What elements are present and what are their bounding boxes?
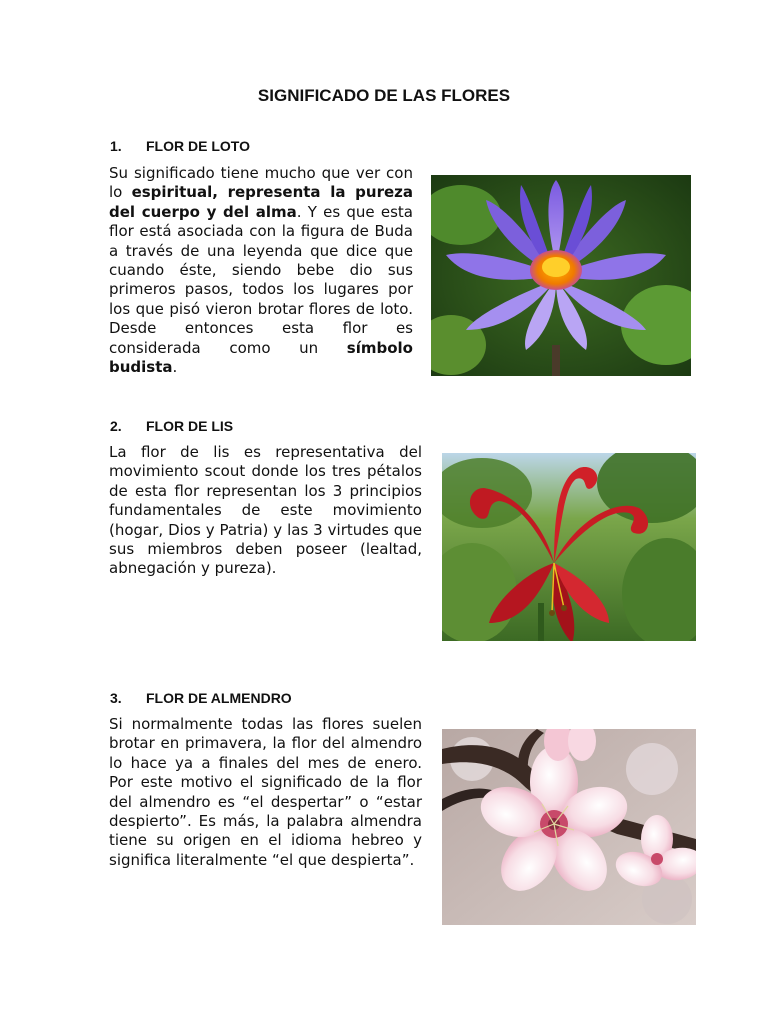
section-number: 1.	[110, 138, 122, 154]
section-heading-almendro	[110, 690, 292, 706]
section-paragraph-almendro: Si normalmente todas las flores suelen brotar en primavera, la flor del almendro lo hace ya a finales del mes de enero. Por este motivo el significado de la flor del almendro es “el despertar” o “estar despierto”. Es más, la palabra almendra tiene su origen en el idioma hebreo y significa literalmente “el que despierta”.	[109, 715, 422, 869]
section-number: 3.	[110, 690, 122, 706]
section-paragraph-lis: La flor de lis es representativa del movimiento scout donde los tres pétalos de esta flor representan los 3 principios fundamentales de este movimiento (hogar, Dios y Patria) y las 3 virtudes que sus miembros deben poseer (lealtad, abnegación y pureza).	[109, 443, 422, 578]
section-number: 2.	[110, 418, 122, 434]
section-title: FLOR DE LOTO	[146, 138, 250, 154]
section-heading-lis	[110, 418, 233, 434]
lotus-flower-image	[431, 175, 691, 376]
almond-blossom-image	[442, 729, 696, 925]
paragraph-bold-text: símbolo budista	[109, 338, 413, 377]
section-title: FLOR DE ALMENDRO	[146, 690, 292, 706]
section-heading-loto	[110, 138, 250, 154]
paragraph-text: .	[172, 358, 178, 377]
section-paragraph-loto	[109, 164, 413, 377]
paragraph-text: . Y es que esta flor está asociada con la figura de Buda a través de una leyenda que dice que cuando éste, siendo bebe dio sus primeros pasos, todos los lugares por los que pisó vieron brotar flores de loto. Desde entonces esta flor es considerada como un	[109, 202, 413, 357]
paragraph-text: Su significado tiene mucho que ver con lo	[109, 164, 413, 202]
paragraph-bold-text: espiritual, representa la pureza del cuerpo y del alma	[109, 183, 413, 221]
document-title: SIGNIFICADO DE LAS FLORES	[257, 86, 511, 105]
lily-flower-image	[442, 453, 696, 641]
section-title: FLOR DE LIS	[146, 418, 234, 434]
